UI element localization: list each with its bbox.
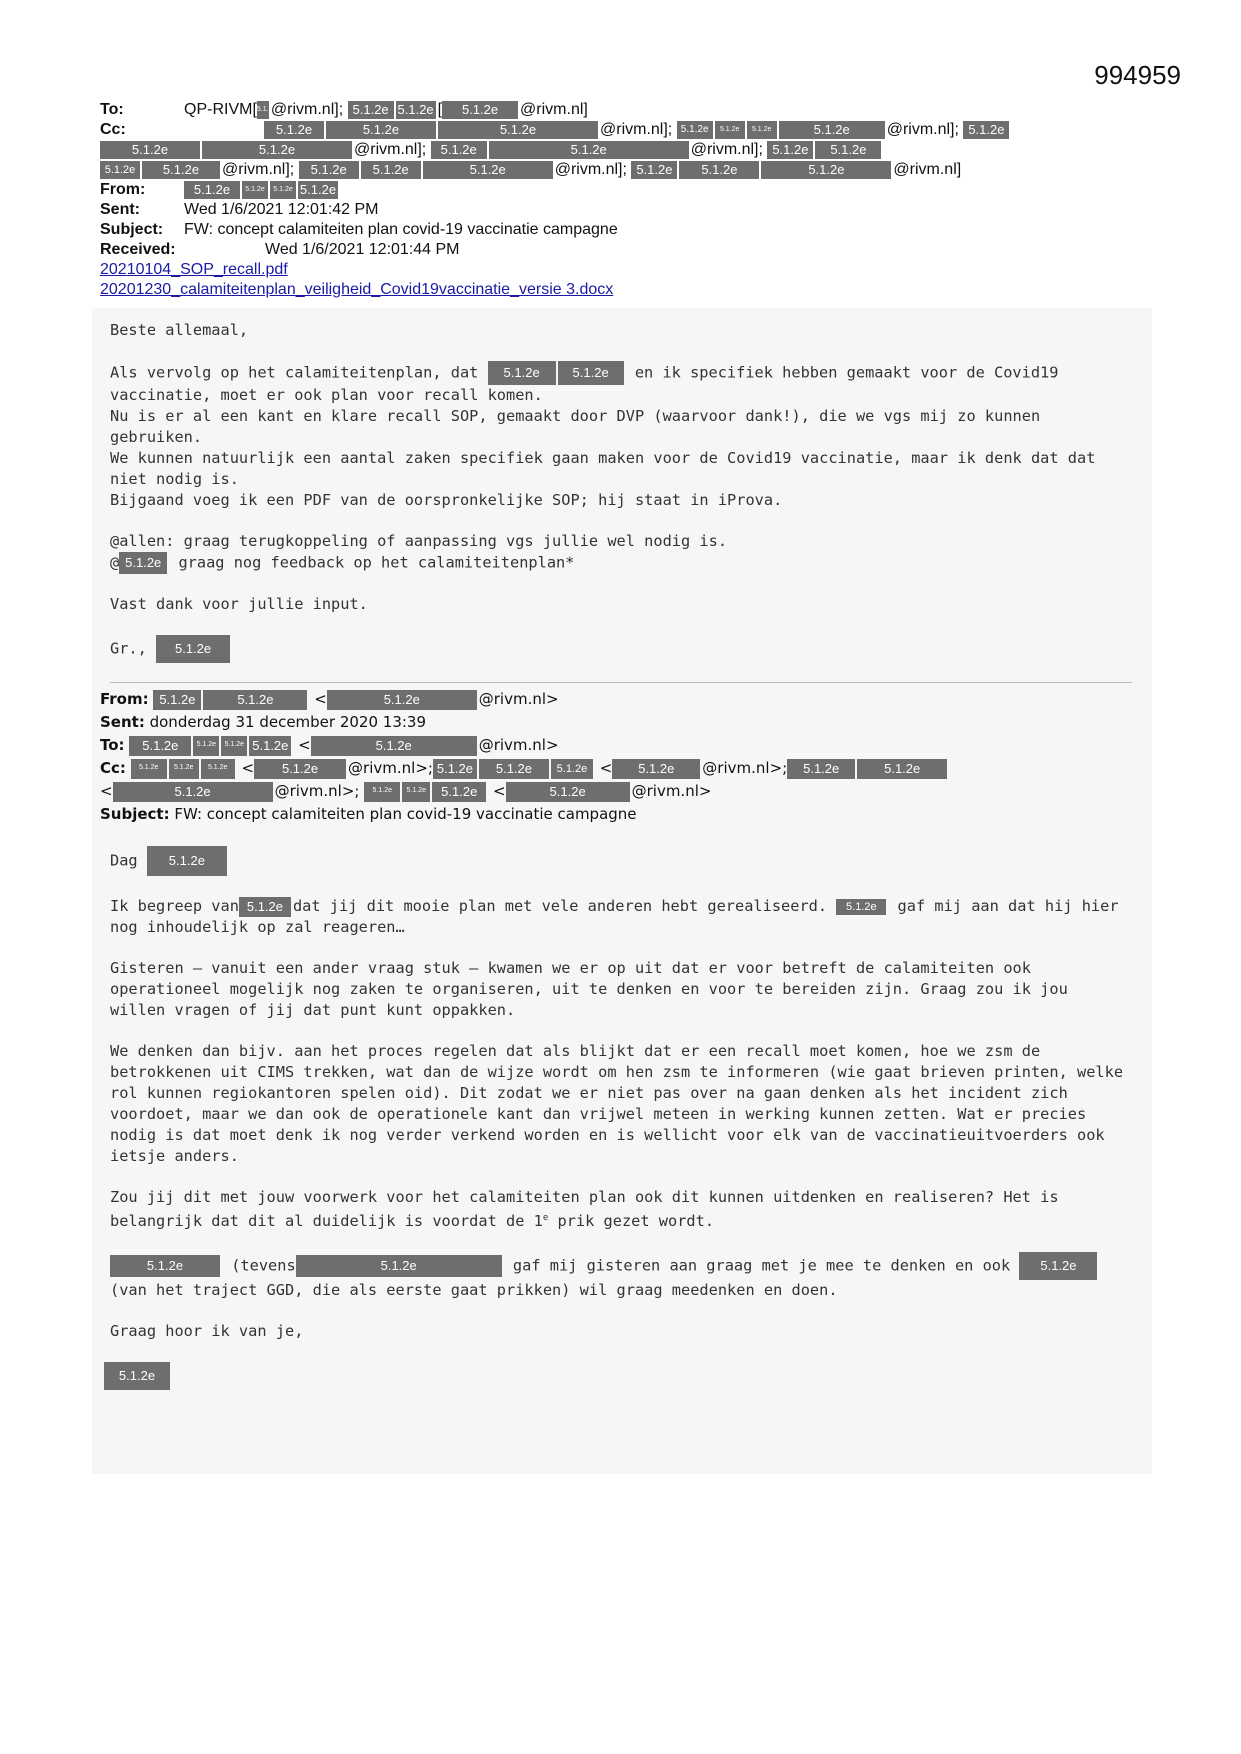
from-row <box>100 180 1110 200</box>
paragraph: Graag hoor ik van je, <box>110 1322 304 1341</box>
text: Zou jij dit met jouw voorwerk voor het calamiteiten plan ook dit kunnen uitdenken en realiseren? Het is belangrijk dat dit al duidelijk is voordat de 1 <box>110 1188 1059 1231</box>
from-row <box>100 688 1130 711</box>
signature <box>110 1362 1130 1390</box>
paragraph <box>110 531 1130 574</box>
bracket: < <box>493 782 506 800</box>
redaction: 5.1.2e <box>612 759 700 779</box>
subject-row <box>100 220 1110 240</box>
redaction: 5.1.2e <box>677 121 713 139</box>
to-address: @rivm.nl]; <box>270 101 344 118</box>
paragraph: Gisteren – vanuit een ander vraag stuk – kwamen we er op uit dat er voor betreft de calamiteiten ook operationeel mogelijk nog zaken te organiseren, uit te denken en voor te bereiden zijn. Graag zou ik jou willen vragen of jij dat punt kunt oppakken. <box>110 959 1068 1019</box>
redaction: 5.1.2e <box>131 759 167 779</box>
subject-value: FW: concept calamiteiten plan covid-19 vaccinatie campagne <box>174 805 637 823</box>
redaction: 5.1.2e <box>836 899 886 915</box>
message-2 <box>110 846 1130 1410</box>
to-address: @rivm.nl] <box>520 101 588 118</box>
redaction: 5.1.2e <box>963 121 1009 139</box>
from-address: @rivm.nl> <box>478 690 559 708</box>
subject-label: Subject: <box>100 805 170 823</box>
redaction: 5.1.2e <box>202 141 352 159</box>
signoff <box>110 635 1130 663</box>
redaction: 5.1.2e <box>431 141 487 159</box>
text: Ik begreep van <box>110 897 239 915</box>
text: Dag <box>110 851 138 870</box>
subject-value: FW: concept calamiteiten plan covid-19 vaccinatie campagne <box>184 221 618 238</box>
received-value: Wed 1/6/2021 12:01:44 PM <box>265 241 460 258</box>
cc-row-3 <box>100 160 1110 180</box>
text: graag nog feedback op het calamiteitenplan* <box>178 553 575 572</box>
message-divider <box>110 682 1132 683</box>
redaction: 5.1.2e <box>299 181 337 197</box>
cc-address: @rivm.nl>; <box>348 759 433 777</box>
from-label: From: <box>100 690 149 708</box>
cc-address: @rivm.nl]; <box>354 141 427 158</box>
redaction: 5.1.2e <box>631 161 677 179</box>
redaction: 5.1.2e <box>761 161 891 179</box>
redaction: 5.1.2e <box>506 782 630 802</box>
redaction: 5.1.2e <box>1019 1252 1097 1280</box>
subject-row <box>100 803 1130 826</box>
redaction: 5.1.2e <box>100 141 200 159</box>
redaction: 5.1.2e <box>147 846 227 876</box>
cc-row-2 <box>100 780 1130 803</box>
received-label: Received: <box>100 241 176 258</box>
cc-address: @rivm.nl]; <box>886 121 959 138</box>
paragraph <box>110 896 1130 938</box>
redaction: 5.1.2e <box>787 759 855 779</box>
redaction: 5.1.2e <box>129 736 191 756</box>
redaction: 5.1.2e <box>201 759 235 779</box>
text: Nu is er al een kant en klare recall SOP, gemaakt door DVP (waarvoor dank!), die we vgs mij zo kunnen gebruiken. <box>110 407 1041 446</box>
text: Gr., <box>110 639 147 658</box>
redaction: 5.1.2e <box>104 1362 170 1390</box>
redaction: 5.1.2e <box>299 161 359 179</box>
redaction: 5.1.2e <box>242 181 268 199</box>
sent-value: Wed 1/6/2021 12:01:42 PM <box>184 201 379 218</box>
redaction: 5.1.2e <box>747 121 777 139</box>
text: prik gezet wordt. <box>557 1212 715 1231</box>
redaction: 5.1.2e <box>558 361 624 385</box>
redaction: 5.1.2e <box>100 161 140 179</box>
redaction: 5.1.2e <box>264 121 324 139</box>
redaction: 5.1.2e <box>857 759 947 779</box>
text: @ <box>110 553 120 572</box>
redaction: 5.1.2e <box>348 101 394 119</box>
bracket: < <box>314 690 327 708</box>
redaction: 5.1.2e <box>479 759 549 779</box>
text: gaf mij gisteren aan graag met je mee te denken en ook <box>512 1256 1011 1275</box>
cc-address: @rivm.nl> <box>631 782 712 800</box>
sent-label: Sent: <box>100 201 140 218</box>
text: We kunnen natuurlijk een aantal zaken specifiek gaan maken voor de Covid19 vaccinatie, maar ik denk dat dat niet nodig is. <box>110 449 1096 488</box>
redaction: 5.1.2e <box>110 1255 220 1277</box>
redaction: 5.1.2e <box>364 782 400 802</box>
bracket: < <box>241 759 255 777</box>
text: (tevens <box>231 1256 296 1275</box>
text: dat jij dit mooie plan met vele anderen hebt gerealiseerd. <box>292 897 828 915</box>
attachment-link[interactable]: 20210104_SOP_recall.pdf <box>100 261 288 278</box>
text: en ik specifiek hebben gemaakt voor de Covid19 vaccinatie, moet er ook plan voor recall komen. <box>110 363 1059 404</box>
redaction: 5.1.2e <box>815 141 881 159</box>
cc-address: @rivm.nl] <box>893 161 962 178</box>
cc-address: @rivm.nl]; <box>690 141 763 158</box>
cc-row <box>100 757 1130 780</box>
redaction: 5.1.2e <box>184 181 240 199</box>
paragraph: Vast dank voor jullie input. <box>110 595 368 613</box>
redaction: 5.1.2e <box>779 121 885 139</box>
redaction: 5.1.2e <box>327 690 477 710</box>
redaction: 5.1.2e <box>249 736 291 756</box>
redaction: 5.1.2e <box>119 552 167 574</box>
redaction: 5.1.2e <box>489 141 689 159</box>
redaction: 5.1.2e <box>311 736 477 756</box>
email-header <box>100 100 1110 300</box>
text: Als vervolg op het calamiteitenplan, dat <box>110 363 479 382</box>
sent-row <box>100 711 1130 734</box>
cc-row <box>100 120 1110 140</box>
redaction: 5.1.2e <box>270 181 296 199</box>
redaction: 5.1.2e <box>113 782 273 802</box>
cc-label: Cc: <box>100 759 126 777</box>
redaction: 5.1.2e <box>432 782 486 802</box>
to-value-start: QP-RIVM[ <box>184 101 257 118</box>
paragraph: We denken dan bijv. aan het proces regelen dat als blijkt dat er een recall moet komen, hoe we zsm de betrokkenen uit CIMS trekken, wat dan de wijze wordt om hen zsm te informeren (wie gaat brieven printen, welke rol kunnen regiokantoren spelen oid). Dit zodat we er niet pas over na gaan denken als het incident zich voordoet, maar we dan ook de operationele kant dan vrijwel meteen in werking kunnen zetten. Wat er precies nodig is dat moet denk ik nog verder verkend worden en is wellicht voor elk van de vaccinatieuitvoerders ook ietsje anders. <box>110 1042 1124 1165</box>
bracket: < <box>599 759 613 777</box>
text: gaf mij aan dat hij hier nog inhoudelijk op zal reageren… <box>110 897 1119 936</box>
forwarded-header <box>100 688 1130 826</box>
redaction: 5.1.2e <box>142 161 220 179</box>
cc-row-2 <box>100 140 1110 160</box>
cc-address: @rivm.nl]; <box>222 161 295 178</box>
text: Bijgaand voeg ik een PDF van de oorspronkelijke SOP; hij staat in iProva. <box>110 491 783 509</box>
redaction: 5.1.2e <box>438 121 598 139</box>
redaction: 5.1.2e <box>488 361 556 385</box>
redaction: 5.1.2e <box>402 782 430 802</box>
bracket: [ <box>437 101 443 118</box>
greeting: Beste allemaal, <box>110 321 249 339</box>
redaction: 5.1.2e <box>156 635 230 663</box>
from-label: From: <box>100 181 146 198</box>
sent-value: donderdag 31 december 2020 13:39 <box>149 713 427 731</box>
redaction: 5.1.2e <box>551 759 593 779</box>
redaction: 5.1.2e <box>397 101 434 117</box>
redaction: 5.1.2e <box>679 161 759 179</box>
message-1 <box>110 320 1130 683</box>
redaction: 5.1.2e <box>169 759 199 779</box>
paragraph <box>110 1187 1130 1232</box>
superscript: e <box>542 1213 549 1223</box>
to-row <box>100 734 1130 757</box>
text: (van het traject GGD, die als eerste gaat prikken) wil graag meedenken en doen. <box>110 1281 838 1300</box>
received-row <box>100 240 1110 260</box>
to-label: To: <box>100 736 125 754</box>
bracket: < <box>100 782 113 800</box>
cc-label: Cc: <box>100 121 126 138</box>
redaction: 5.1.2e <box>361 161 421 179</box>
redaction: 5.1.2e <box>433 759 477 779</box>
cc-address: @rivm.nl>; <box>702 759 788 777</box>
text: @allen: graag terugkoppeling of aanpassing vgs jullie wel nodig is. <box>110 532 728 550</box>
cc-address: @rivm.nl]; <box>600 121 673 138</box>
redaction: 5.1.2e <box>326 121 436 139</box>
paragraph <box>110 361 1130 511</box>
redaction: 5.1.2e <box>254 759 346 779</box>
paragraph <box>110 1252 1130 1301</box>
to-address: @rivm.nl> <box>478 736 559 754</box>
attachment-link[interactable]: 20201230_calamiteitenplan_veiligheid_Covid19vaccinatie_versie 3.docx <box>100 281 614 298</box>
sent-label: Sent: <box>100 713 145 731</box>
to-row <box>100 100 1110 120</box>
cc-address: @rivm.nl>; <box>274 782 360 800</box>
redaction: 5.1.2e <box>193 736 219 756</box>
redaction: 5.1.2e <box>153 690 201 710</box>
redaction: 5.1.2e <box>296 1255 502 1277</box>
redaction: 5.1.2e <box>257 101 269 119</box>
sent-row <box>100 200 1110 220</box>
redaction: 5.1.2e <box>221 736 247 756</box>
document-id: 994959 <box>1094 60 1181 90</box>
redaction: 5.1.2e <box>423 161 553 179</box>
bracket: < <box>298 736 311 754</box>
subject-label: Subject: <box>100 221 164 238</box>
redaction: 5.1.2e <box>442 101 518 119</box>
greeting <box>110 846 1130 876</box>
to-label: To: <box>100 101 124 118</box>
redaction: 5.1.2e <box>767 141 813 159</box>
cc-address: @rivm.nl]; <box>554 161 627 178</box>
redaction: 5.1.2e <box>203 690 307 710</box>
redaction: 5.1.2e <box>239 897 291 917</box>
redaction: 5.1.2e <box>715 121 745 139</box>
